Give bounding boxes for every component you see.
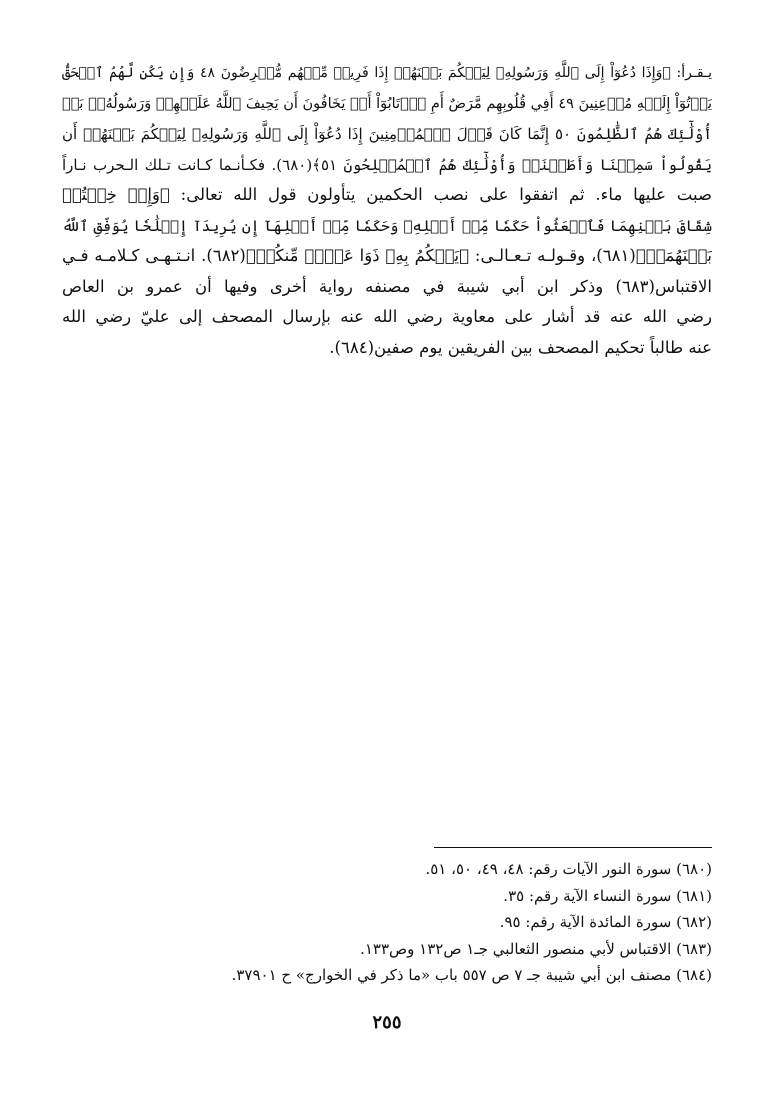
text-line: صبت عليها ماء. ثم اتفقوا على نصب الحكمين يتأولون قول الله تعالى: ﴿وَإِنۡ خِفۡتُمۡ — [62, 185, 712, 204]
page-number: ٢٥٥ — [372, 1012, 402, 1033]
text-line: يَأۡتُوٓاْ إِلَيۡهِ مُذۡعِنِينَ ٤٩ أَفِي قُلُوبِهِم مَّرَضٌ أَمِ ٱرۡتَابُوٓاْ أَمۡ يَخَافُونَ أَن يَحِيفَ ٱللَّهُ عَلَيۡهِمۡ وَرَسُولُهُۥۚ بَلۡ — [62, 95, 712, 112]
footnote-item: (٦٨٢) سورة المائدة الآية رقم: ٩٥. — [499, 913, 712, 931]
text-line: يـقـرأ: ﴿وَإِذَا دُعُوٓاْ إِلَى ٱللَّهِ وَرَسُولِهِۦ لِيَحۡكُمَ بَيۡنَهُمۡ إِذَا فَرِيقٞ مِّنۡهُم مُّعۡرِضُونَ ٤٨ وَإِن يَكُن لَّهُمُ ٱلۡحَقُّ — [62, 65, 712, 81]
text-line: بَيۡنَهُمَآۗ﴾(٦٨١)، وقـولـه تـعـالـى: ﴿يَحۡكُمُ بِهِۦ ذَوَا عَدۡلٖ مِّنكُمۡ﴾(٦٨٢). انـتـهـى كـلامـه فـي — [62, 246, 712, 265]
text-line: شِقَاقَ بَيۡنِهِمَا فَٱبۡعَثُواْ حَكَمٗا مِّنۡ أَهۡلِهِۦ وَحَكَمٗا مِّنۡ أَهۡلِهَآ إِن يُرِيدَآ إِصۡلَٰحٗا يُوَفِّقِ ٱللَّهُ — [62, 216, 712, 235]
text-line: عنه طالباً تحكيم المصحف بين الفريقين يوم صفين(٦٨٤). — [329, 337, 712, 357]
text-line: رضي الله عنه قد أشار على معاوية رضي الله عنه بإرسال المصحف إلى عليّ رضي الله — [62, 307, 712, 326]
footnote-item: (٦٨١) سورة النساء الآية رقم: ٣٥. — [503, 886, 712, 905]
text-line: الاقتباس(٦٨٣) وذكر ابن أبي شيبة في مصنفه رواية أخرى وفيها أن عمرو بن العاص — [62, 276, 712, 296]
body-paragraph — [62, 58, 712, 363]
text-line: يَقُولُواْ سَمِعۡنَا وَأَطَعۡنَاۚ وَأُوْلَٰٓئِكَ هُمُ ٱلۡمُفۡلِحُونَ ٥١﴾(٦٨٠). فكـأنـما كـانت تـلك الـحرب نـاراً — [62, 155, 712, 174]
text-line: أُوْلَٰٓئِكَ هُمُ ٱلظَّٰلِمُونَ ٥٠ إِنَّمَا كَانَ قَوۡلَ ٱلۡمُؤۡمِنِينَ إِذَا دُعُوٓاْ إِلَى ٱللَّهِ وَرَسُولِهِۦ لِيَحۡكُمَ بَيۡنَهُمۡ أَن — [62, 125, 712, 143]
footnote-divider — [434, 847, 712, 848]
footnote-item: (٦٨٠) سورة النور الآيات رقم: ٤٨، ٤٩، ٥٠، ٥١. — [425, 860, 712, 878]
footnotes-list — [62, 856, 712, 989]
footnote-item: (٦٨٣) الاقتباس لأبي منصور الثعالبي جـ١ ص١٣٢ وص١٣٣. — [360, 939, 712, 958]
footnote-item: (٦٨٤) مصنف ابن أبي شيبة جـ ٧ ص ٥٥٧ باب «ما ذكر في الخوارج» ح ٣٧٩٠١. — [231, 966, 712, 984]
